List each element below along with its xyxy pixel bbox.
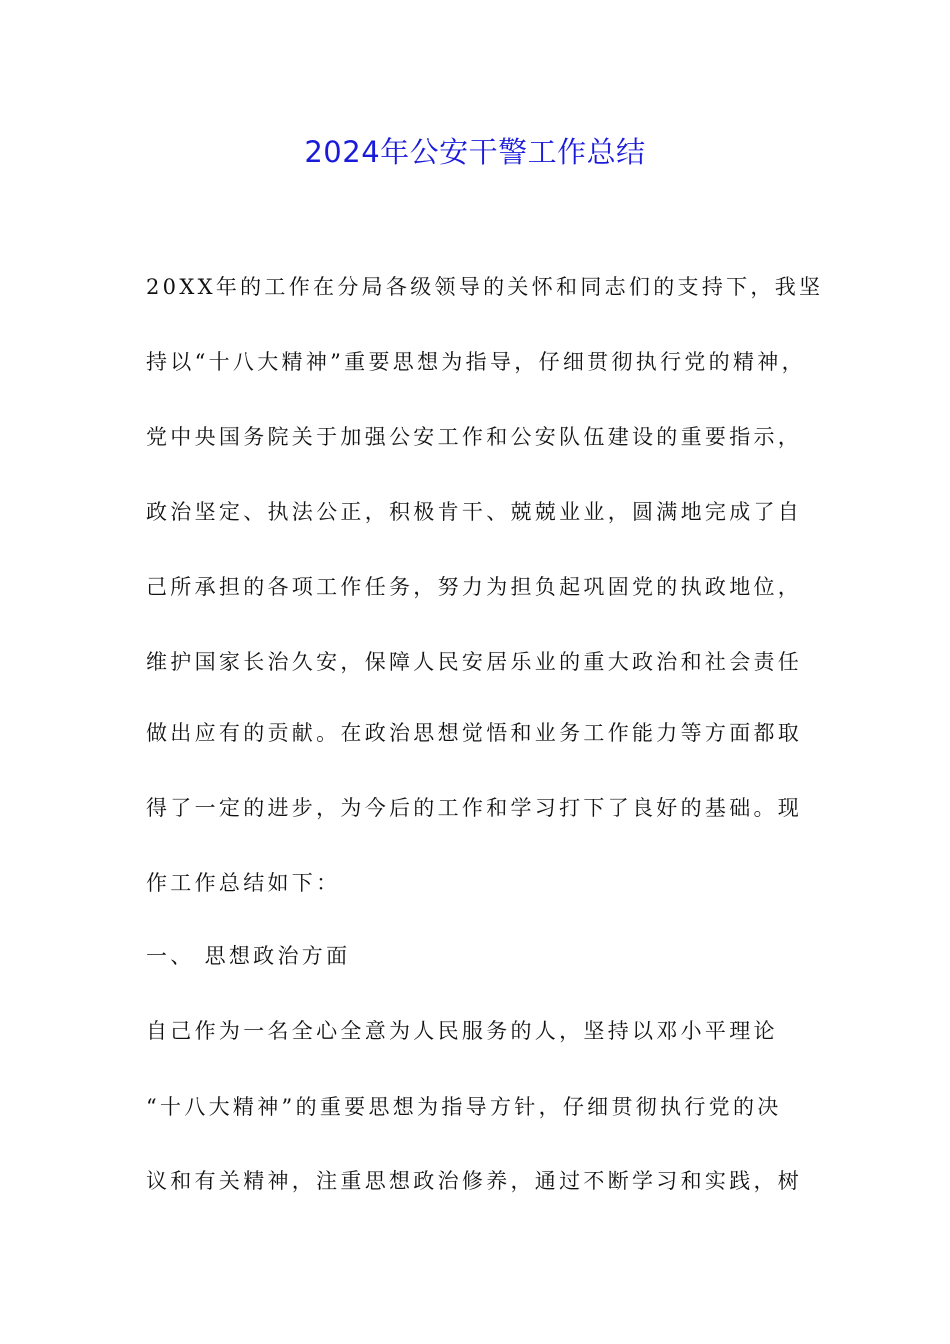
paragraph-line: 自己作为一名全心全意为人民服务的人，坚持以邓小平理论 xyxy=(146,1019,778,1043)
paragraph-line: 作工作总结如下： xyxy=(146,871,341,895)
paragraph-line: 党中央国务院关于加强公安工作和公安队伍建设的重要指示， xyxy=(146,425,803,449)
paragraph-line: 维护国家长治久安，保障人民安居乐业的重大政治和社会责任 xyxy=(146,650,803,674)
paragraph-line: 做出应有的贡献。在政治思想觉悟和业务工作能力等方面都取 xyxy=(146,721,803,745)
paragraph-line: 持以“十八大精神”重要思想为指导，仔细贯彻执行党的精神， xyxy=(146,350,806,374)
paragraph-line: 议和有关精神，注重思想政治修养，通过不断学习和实践，树 xyxy=(146,1169,803,1193)
section-heading: 一、 思想政治方面 xyxy=(146,944,351,968)
paragraph-line: 政治坚定、执法公正，积极肯干、兢兢业业，圆满地完成了自 xyxy=(146,500,803,524)
paragraph-line: “十八大精神”的重要思想为指导方针，仔细贯彻执行党的决 xyxy=(146,1095,782,1119)
paragraph-line: 得了一定的进步，为今后的工作和学习打下了良好的基础。现 xyxy=(146,796,803,820)
paragraph-line: 20XX年的工作在分局各级领导的关怀和同志们的支持下，我坚 xyxy=(146,275,824,299)
paragraph-line: 己所承担的各项工作任务，努力为担负起巩固党的执政地位， xyxy=(146,575,803,599)
document-title: 2024年公安干警工作总结 xyxy=(304,135,646,169)
